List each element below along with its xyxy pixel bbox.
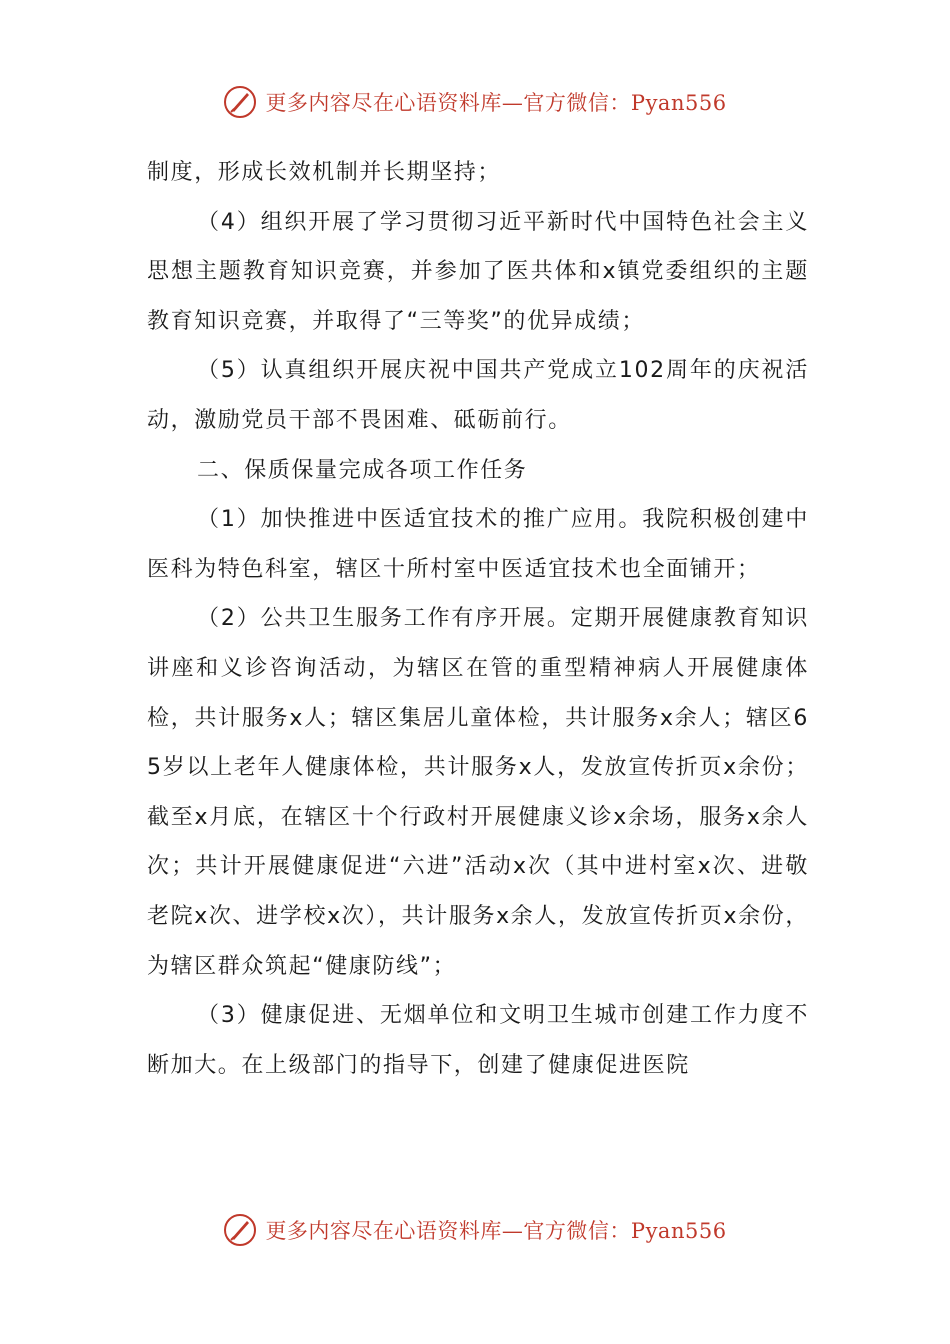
paragraph-1: 制度，形成长效机制并长期坚持； (147, 160, 502, 185)
document-body (147, 148, 809, 1090)
watermark-banner-bottom (0, 1210, 950, 1250)
quill-logo-icon (223, 85, 257, 119)
paragraph-6: （3）健康促进、无烟单位和文明卫生城市创建工作力度不断加大。在上级部门的指导下，创建了健康促进医院 (147, 1003, 809, 1078)
paragraph-5: （2）公共卫生服务工作有序开展。定期开展健康教育知识讲座和义诊咨询活动，为辖区在管的重型精神病人开展健康体检，共计服务x人；辖区集居儿童体检，共计服务x余人；辖区65岁以上老年人健康体检，共计服务x人，发放宣传折页x余份；截至x月底，在辖区十个行政村开展健康义诊x余场，服务x余人次；共计开展健康促进“六进”活动x次（其中进村室x次、进敬老院x次、进学校x次），共计服务x余人，发放宣传折页x余份，为辖区群众筑起“健康防线”； (147, 606, 809, 979)
watermark-text-bottom: 更多内容尽在心语资料库—官方微信：Pyan556 (265, 1219, 727, 1243)
paragraph-4: （1）加快推进中医适宜技术的推广应用。我院积极创建中医科为特色科室，辖区十所村室中医适宜技术也全面铺开； (147, 507, 809, 582)
section-heading: 二、保质保量完成各项工作任务 (197, 457, 528, 483)
paragraph-2: （4）组织开展了学习贯彻习近平新时代中国特色社会主义思想主题教育知识竞赛，并参加了医共体和x镇党委组织的主题教育知识竞赛，并取得了“三等奖”的优异成绩； (147, 209, 809, 334)
watermark-banner-top (0, 82, 950, 122)
watermark-text-top: 更多内容尽在心语资料库—官方微信：Pyan556 (265, 91, 727, 115)
paragraph-3: （5）认真组织开展庆祝中国共产党成立102周年的庆祝活动，激励党员干部不畏困难、砥砺前行。 (147, 358, 809, 433)
quill-logo-icon (223, 1213, 257, 1247)
